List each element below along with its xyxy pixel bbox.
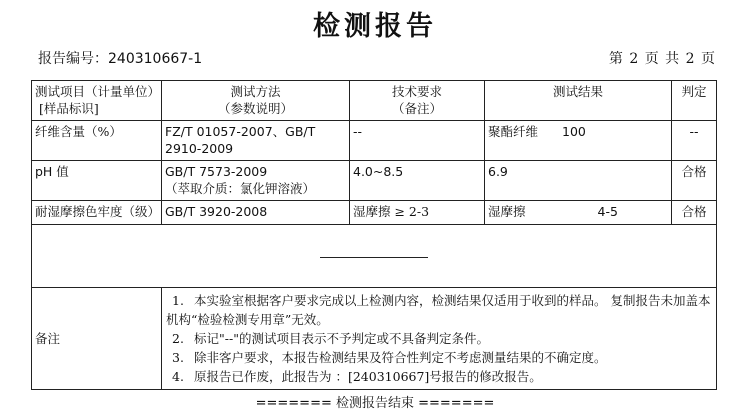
- row-requirement: 4.0~8.5: [350, 161, 485, 201]
- table-row: [32, 121, 717, 161]
- header-requirement: 技术要求 （备注）: [350, 81, 485, 121]
- note-item: 4. 原报告已作废，此报告为 ：[240310667]号报告的修改报告。: [172, 369, 542, 384]
- note-item: 1. 本实验室根据客户要求完成以上检测内容，检测结果仅适用于收到的样品。 复制报告未加盖本机构“检验检测专用章”无效。: [166, 293, 711, 327]
- row-item: 纤维含量（%）: [32, 121, 162, 161]
- blank-row: [32, 225, 717, 288]
- notes-row: [32, 288, 717, 390]
- header-method: 测试方法 （参数说明）: [162, 81, 350, 121]
- row-method: FZ/T 01057-2007、GB/T 2910-2009: [162, 121, 350, 161]
- report-number-label: 报告编号：: [38, 51, 108, 67]
- note-item: 3. 除非客户要求，本报告检测结果及符合性判定不考虑测量结果的不确定度。: [172, 350, 607, 365]
- row-item: pH 值: [32, 161, 162, 201]
- result-name: 湿摩擦: [488, 204, 526, 219]
- page-indicator: 第 2 页 共 2 页: [608, 51, 716, 67]
- row-requirement: 湿摩擦 ≥ 2-3: [350, 201, 485, 225]
- results-table: [31, 80, 717, 390]
- row-verdict: 合格: [672, 201, 717, 225]
- note-item: 2. 标记"--"的测试项目表示不予判定或不具备判定条件。: [172, 331, 489, 346]
- row-method: GB/T 3920-2008: [162, 201, 350, 225]
- divider-line: [320, 257, 428, 258]
- row-method: GB/T 7573-2009 （萃取介质：氯化钾溶液）: [162, 161, 350, 201]
- result-value: 4-5: [597, 204, 618, 219]
- row-result: [485, 121, 672, 161]
- notes-label: 备注: [32, 288, 162, 390]
- table-row: [32, 201, 717, 225]
- notes-content: [162, 288, 717, 390]
- row-result: [485, 201, 672, 225]
- row-requirement: --: [350, 121, 485, 161]
- row-verdict: --: [672, 121, 717, 161]
- header-item: 测试项目（计量单位） [样品标识]: [32, 81, 162, 121]
- row-item: 耐湿摩擦色牢度（级）: [32, 201, 162, 225]
- header-row: [32, 81, 717, 121]
- header-result: 测试结果: [485, 81, 672, 121]
- row-result: [485, 161, 672, 201]
- blank-cell: [32, 225, 717, 288]
- result-name: 聚酯纤维: [488, 124, 539, 139]
- report-title: 检测报告: [313, 11, 437, 42]
- result-name: 6.9: [488, 164, 508, 179]
- row-verdict: 合格: [672, 161, 717, 201]
- table-row: [32, 161, 717, 201]
- report-end-marker: ======= 检测报告结束 =======: [255, 396, 495, 411]
- report-number-value: 240310667-1: [108, 51, 203, 67]
- report-number: [38, 48, 202, 68]
- header-verdict: 判定: [672, 81, 717, 121]
- result-value: 100: [562, 124, 586, 139]
